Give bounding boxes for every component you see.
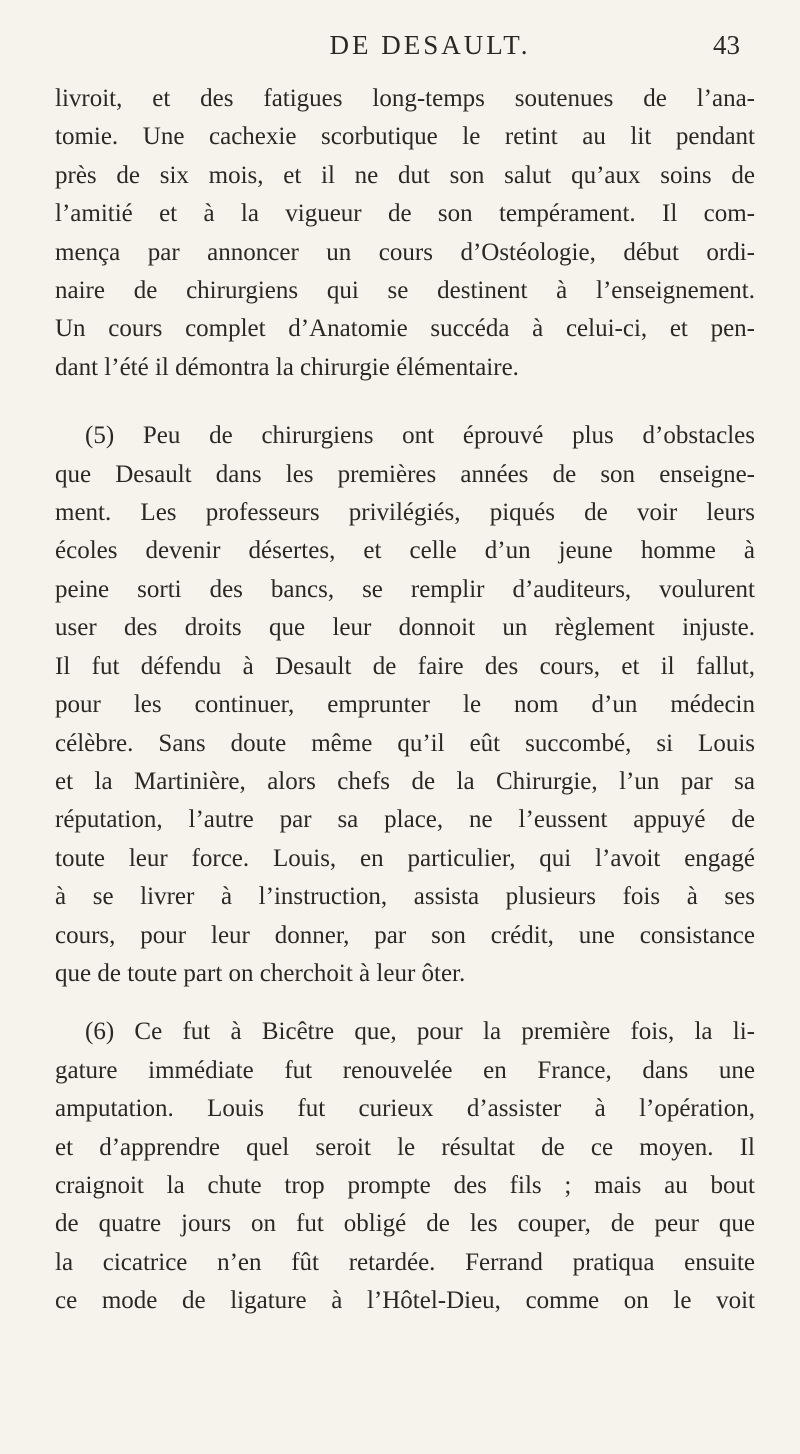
text-line: que de toute part on cherchoit à leur ôter. xyxy=(55,959,466,987)
page-number: 43 xyxy=(713,30,740,60)
body-text xyxy=(55,80,755,1321)
text-line: craignoit la chute trop prompte des fils ; mais au bout xyxy=(55,1171,755,1199)
text-line: livroit, et des fatigues long-temps soutenues de l’ana- xyxy=(55,85,755,112)
text-line: l’amitié et à la vigueur de son tempérament. Il com- xyxy=(55,200,755,228)
paragraph-gap xyxy=(55,993,755,1013)
text-line: gature immédiate fut renouvelée en France, dans une xyxy=(55,1056,755,1084)
text-line: naire de chirurgiens qui se destinent à l’enseignement. xyxy=(55,277,755,305)
text-line: dant l’été il démontra la chirurgie élémentaire. xyxy=(55,353,519,381)
text-line: écoles devenir désertes, et celle d’un jeune homme à xyxy=(55,537,755,565)
text-line: peine sorti des bancs, se remplir d’auditeurs, voulurent xyxy=(55,575,755,603)
text-line: (6) Ce fut à Bicêtre que, pour la première fois, la li- xyxy=(85,1018,755,1046)
text-line: Un cours complet d’Anatomie succéda à celui-ci, et pen- xyxy=(55,315,755,343)
page-header xyxy=(100,30,740,70)
text-line: tomie. Une cachexie scorbutique le retint au lit pendant xyxy=(55,123,755,151)
text-line: mença par annoncer un cours d’Ostéologie, début ordi- xyxy=(55,238,755,266)
text-line: Il fut défendu à Desault de faire des cours, et il fallut, xyxy=(55,652,755,680)
text-line: près de six mois, et il ne dut son salut qu’aux soins de xyxy=(55,161,755,189)
text-line: de quatre jours on fut obligé de les couper, de peur que xyxy=(55,1210,755,1238)
text-line: et la Martinière, alors chefs de la Chirurgie, l’un par sa xyxy=(55,767,755,795)
text-line: ment. Les professeurs privilégiés, piqués de voir leurs xyxy=(55,499,755,527)
paragraph-note-5 xyxy=(55,417,755,993)
text-line: réputation, l’autre par sa place, ne l’eussent appuyé de xyxy=(55,806,755,834)
text-line: cours, pour leur donner, par son crédit, une consistance xyxy=(55,921,755,949)
text-line: ce mode de ligature à l’Hôtel-Dieu, comme on le voit xyxy=(55,1287,755,1315)
paragraph-1 xyxy=(55,80,755,387)
text-line: user des droits que leur donnoit un règlement injuste. xyxy=(55,614,755,642)
text-line: à se livrer à l’instruction, assista plusieurs fois à ses xyxy=(55,883,755,911)
text-line: que Desault dans les premières années de son enseigne- xyxy=(55,460,755,488)
text-line: toute leur force. Louis, en particulier, qui l’avoit engagé xyxy=(55,844,755,872)
text-line: la cicatrice n’en fût retardée. Ferrand pratiqua ensuite xyxy=(55,1248,755,1276)
text-line: pour les continuer, emprunter le nom d’un médecin xyxy=(55,691,755,719)
text-line: amputation. Louis fut curieux d’assister à l’opération, xyxy=(55,1095,755,1123)
text-line: (5) Peu de chirurgiens ont éprouvé plus d’obstacles xyxy=(85,422,755,450)
paragraph-gap xyxy=(55,387,755,417)
text-line: célèbre. Sans doute même qu’il eût succombé, si Louis xyxy=(55,729,755,757)
paragraph-note-6 xyxy=(55,1013,755,1320)
text-line: et d’apprendre quel seroit le résultat de ce moyen. Il xyxy=(55,1133,755,1161)
running-title: DE DESAULT. xyxy=(329,30,531,60)
